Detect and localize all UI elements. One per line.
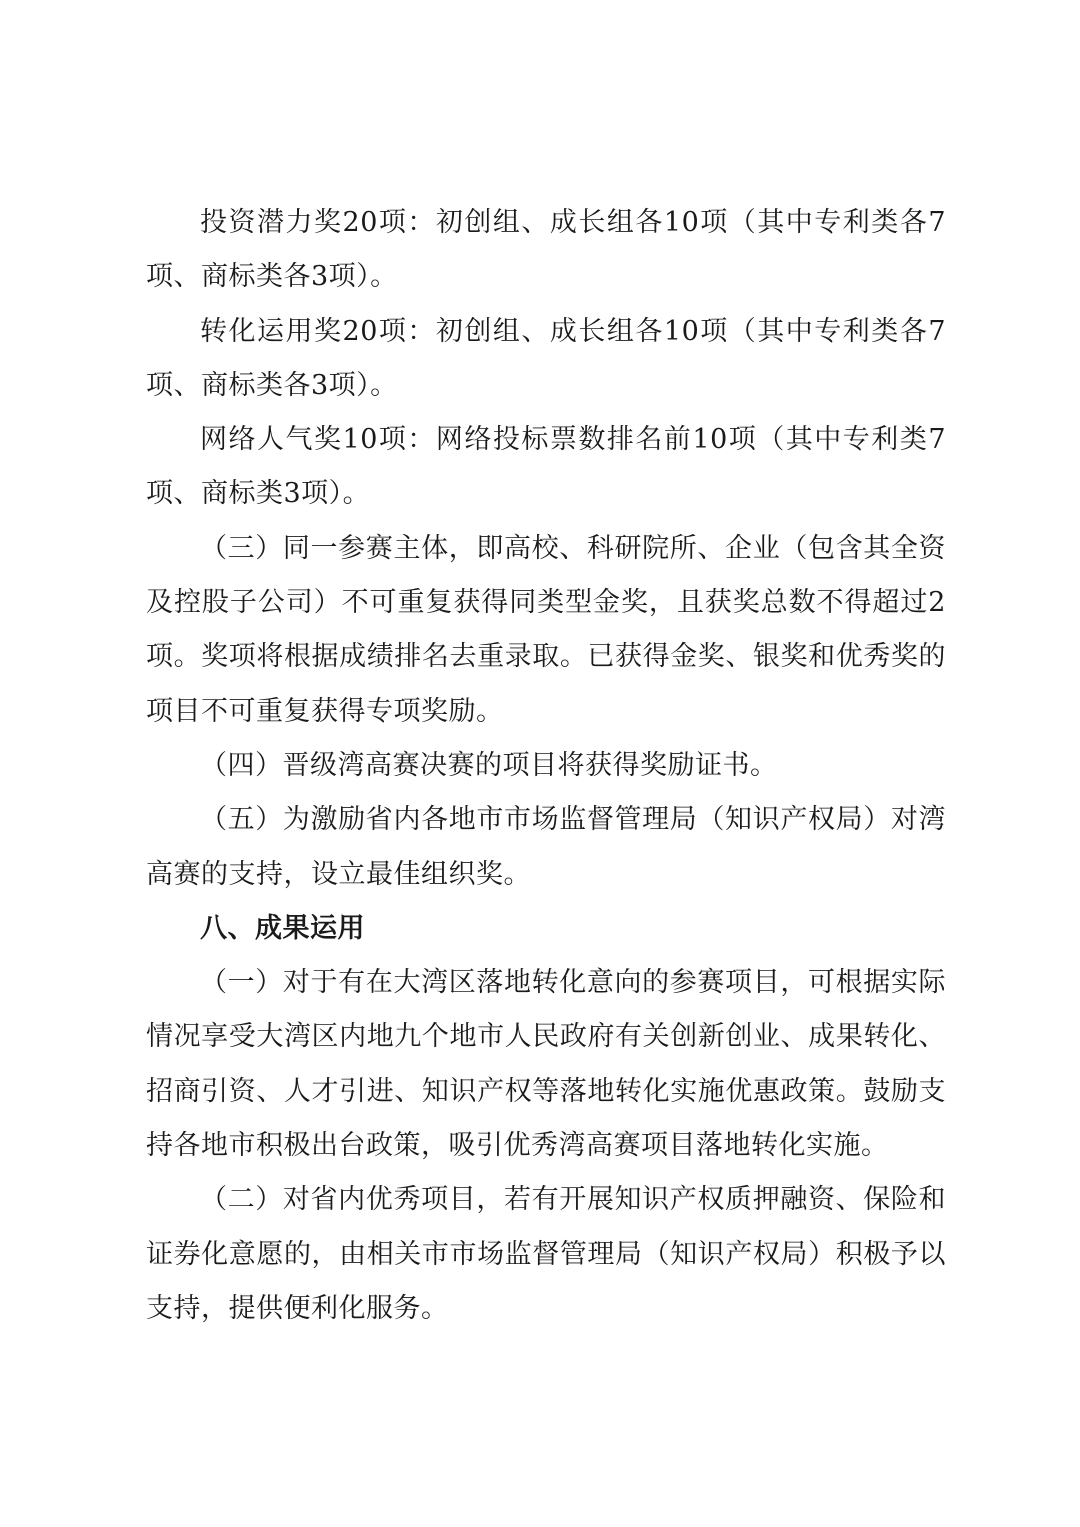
paragraph-results-one: （一）对于有在大湾区落地转化意向的参赛项目，可根据实际情况享受大湾区内地九个地市人民政府有关创新创业、成果转化、招商引资、人才引进、知识产权等落地转化实施优惠政策。鼓励支持各地市积极出台政策，吸引优秀湾高赛项目落地转化实施。 bbox=[146, 967, 946, 1162]
paragraph-online-popularity-award: 网络人气奖10项：网络投标票数排名前10项（其中专利类7项、商标类3项）。 bbox=[146, 424, 946, 510]
paragraph-results-two: （二）对省内优秀项目，若有开展知识产权质押融资、保险和证券化意愿的，由相关市市场监督管理局（知识产权局）积极予以支持，提供便利化服务。 bbox=[146, 1184, 946, 1324]
paragraph-item-four: （四）晋级湾高赛决赛的项目将获得奖励证书。 bbox=[200, 749, 778, 781]
paragraph-transformation-award: 转化运用奖20项：初创组、成长组各10项（其中专利类各7项、商标类各3项）。 bbox=[146, 315, 946, 401]
paragraph-investment-potential-award: 投资潜力奖20项：初创组、成长组各10项（其中专利类各7项、商标类各3项）。 bbox=[146, 207, 946, 293]
document-body bbox=[146, 196, 946, 1336]
section-heading: 八、成果运用 bbox=[200, 912, 365, 944]
paragraph-item-five: （五）为激励省内各地市市场监督管理局（知识产权局）对湾高赛的支持，设立最佳组织奖。 bbox=[146, 804, 946, 890]
paragraph-item-three: （三）同一参赛主体，即高校、科研院所、企业（包含其全资及控股子公司）不可重复获得同类型金奖，且获奖总数不得超过2项。奖项将根据成绩排名去重录取。已获得金奖、银奖和优秀奖的项目不可重复获得专项奖励。 bbox=[146, 532, 946, 727]
